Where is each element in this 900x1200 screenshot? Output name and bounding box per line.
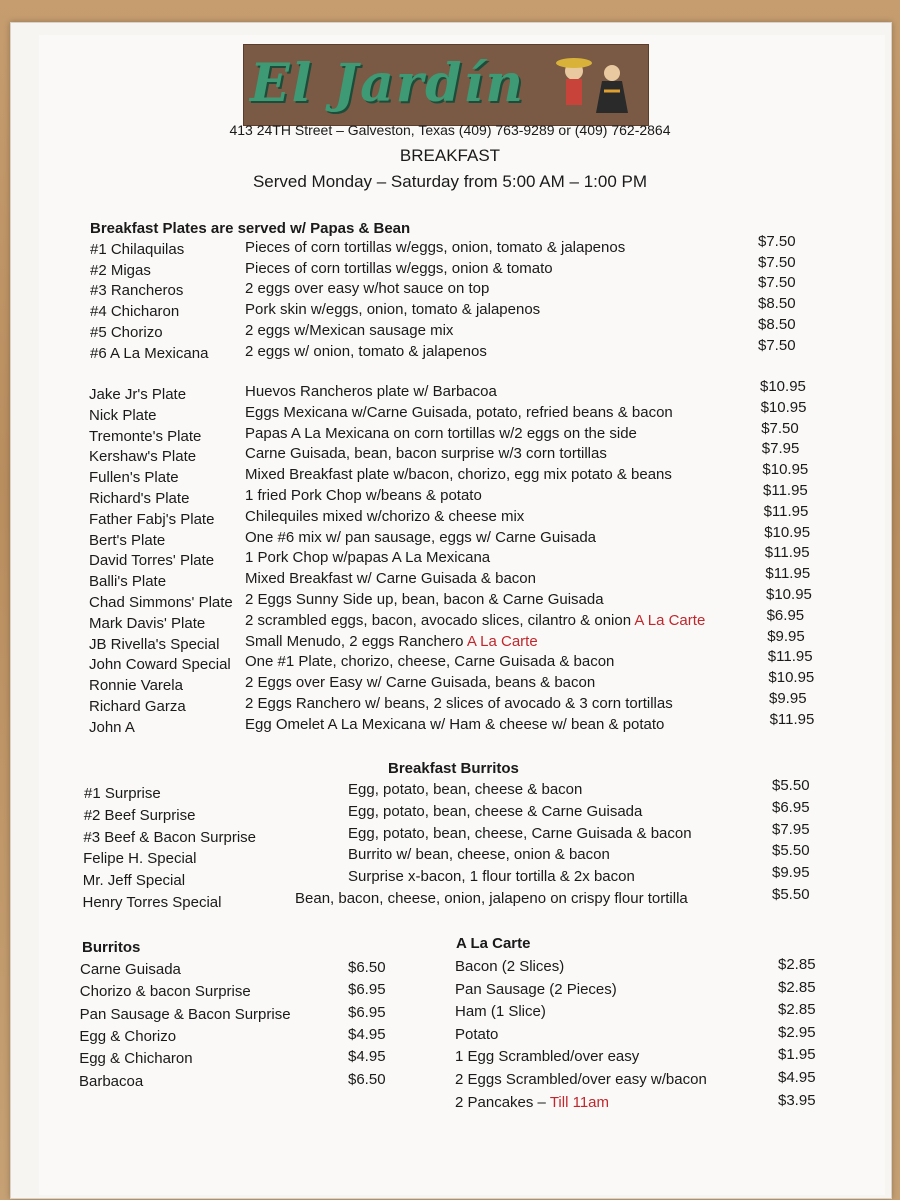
a-la-carte-item-line (455, 1026, 498, 1046)
special-name: Fullen's Plate (89, 469, 179, 487)
a-la-carte-item-name: 1 Egg Scrambled/over easy (455, 1048, 640, 1066)
burrito-price: $6.95 (348, 981, 386, 999)
burrito-name: Egg & Chorizo (79, 1027, 177, 1045)
address-line: 413 24TH Street – Galveston, Texas (409) 763-9289 or (409) 762-2864 (229, 122, 671, 138)
a-la-carte-item-line (455, 1048, 639, 1068)
burrito-special-name: Mr. Jeff Special (82, 872, 186, 890)
logo-text: El Jardín (250, 53, 526, 114)
special-description-line (245, 695, 673, 715)
special-description-line (245, 425, 637, 445)
special-price: $11.95 (763, 482, 808, 499)
special-price: $11.95 (763, 502, 809, 520)
plate-price: $7.50 (758, 336, 796, 354)
a-la-carte-item-line (455, 958, 564, 978)
special-name: Mark Davis' Plate (89, 614, 206, 632)
plate-description: 2 eggs w/Mexican sausage mix (245, 321, 454, 339)
plate-name: #4 Chicharon (90, 303, 180, 321)
special-description: Mixed Breakfast w/ Carne Guisada & bacon (245, 570, 536, 588)
plate-name: #2 Migas (90, 261, 151, 279)
special-price: $10.95 (764, 523, 811, 541)
burrito-special-description: Burrito w/ bean, cheese, onion & bacon (348, 846, 610, 864)
special-name: John Coward Special (89, 656, 231, 674)
burrito-special-description: Egg, potato, bean, cheese, Carne Guisada & bacon (348, 824, 692, 842)
special-name: John A (89, 718, 135, 736)
burrito-name: Barbacoa (79, 1072, 144, 1090)
special-description: Papas A La Mexicana on corn tortillas w/2 eggs on the side (245, 424, 637, 442)
burrito-special-price: $6.95 (772, 798, 810, 816)
special-name: Richard's Plate (89, 490, 190, 507)
plate-description: 2 eggs w/ onion, tomato & jalapenos (245, 342, 487, 360)
burrito-price: $6.95 (348, 1003, 386, 1021)
a-la-carte-item-price: $2.85 (778, 978, 816, 996)
special-description-line (245, 653, 614, 673)
special-name: Balli's Plate (89, 573, 167, 591)
burrito-special-description: Egg, potato, bean, cheese & bacon (348, 781, 583, 798)
special-description: Huevos Rancheros plate w/ Barbacoa (245, 383, 497, 400)
special-name: Tremonte's Plate (89, 427, 202, 445)
burrito-name: Chorizo & bacon Surprise (79, 983, 251, 1001)
burrito-special-price: $7.95 (772, 820, 810, 838)
a-la-carte-item-line (455, 981, 617, 1001)
special-description: Small Menudo, 2 eggs Ranchero (245, 632, 464, 650)
special-price: $10.95 (760, 398, 807, 416)
special-description-line (245, 674, 595, 694)
a-la-carte-item-price: $2.95 (778, 1023, 816, 1041)
burrito-special-price: $5.50 (772, 886, 810, 903)
special-name: Jake Jr's Plate (89, 386, 187, 403)
burrito-price: $4.95 (348, 1048, 386, 1066)
special-price: $7.50 (761, 419, 799, 437)
a-la-carte-item-name: Ham (1 Slice) (455, 1003, 546, 1021)
a-la-carte-item-price: $4.95 (778, 1069, 816, 1086)
special-name: JB Rivella's Special (89, 635, 220, 653)
special-description-line (245, 529, 596, 549)
plate-name: #3 Rancheros (90, 282, 184, 300)
a-la-carte-heading: A La Carte (456, 935, 531, 952)
special-price: $11.95 (764, 544, 810, 562)
special-price: $9.95 (767, 627, 805, 645)
till-time-note: Till 11am (549, 1093, 609, 1111)
burrito-price: $6.50 (348, 1070, 386, 1088)
plate-price: $8.50 (758, 315, 796, 333)
special-price: $10.95 (760, 378, 806, 395)
burrito-special-description: Bean, bacon, cheese, onion, jalapeno on crispy flour tortilla (295, 890, 688, 907)
logo-figures-icon (552, 51, 642, 117)
plate-description: Pork skin w/eggs, onion, tomato & jalapenos (245, 301, 541, 319)
restaurant-logo (243, 44, 649, 126)
burrito-name: Carne Guisada (80, 961, 181, 978)
a-la-carte-item-line (455, 1071, 707, 1091)
plate-description: 2 eggs over easy w/hot sauce on top (245, 280, 490, 298)
special-name: Father Fabj's Plate (89, 510, 215, 528)
a-la-carte-note: A La Carte (634, 611, 706, 629)
breakfast-burritos-heading: Breakfast Burritos (388, 760, 519, 777)
burrito-price: $4.95 (348, 1025, 386, 1043)
special-price: $10.95 (762, 461, 809, 479)
special-description-line (245, 404, 673, 424)
special-name: Bert's Plate (89, 531, 166, 549)
special-description: 2 Eggs over Easy w/ Carne Guisada, beans & bacon (245, 674, 596, 692)
special-description-line (245, 445, 607, 465)
burrito-special-name: Henry Torres Special (82, 894, 222, 911)
special-description: One #1 Plate, chorizo, cheese, Carne Guisada & bacon (245, 653, 615, 671)
plate-description: Pieces of corn tortillas w/eggs, onion & tomato (245, 259, 553, 277)
a-la-carte-item-name: Potato (455, 1025, 499, 1043)
a-la-carte-note: A La Carte (466, 632, 538, 650)
a-la-carte-item-price: $3.95 (778, 1091, 816, 1109)
burrito-special-name: #2 Beef Surprise (83, 806, 196, 824)
special-description-line (245, 612, 705, 632)
special-description: 2 scrambled eggs, bacon, avocado slices, cilantro & onion (245, 611, 632, 629)
plate-price: $7.50 (758, 274, 796, 292)
burrito-special-price: $5.50 (772, 777, 810, 794)
special-description: 2 Eggs Ranchero w/ beans, 2 slices of avocado & 3 corn tortillas (245, 695, 673, 712)
a-la-carte-item-price: $2.85 (778, 956, 816, 973)
special-description: One #6 mix w/ pan sausage, eggs w/ Carne Guisada (245, 528, 597, 546)
special-description-line (245, 716, 664, 736)
special-name: Richard Garza (89, 698, 186, 715)
burrito-name: Egg & Chicharon (79, 1050, 193, 1068)
page-title: BREAKFAST (399, 146, 501, 165)
plate-price: $8.50 (758, 295, 796, 313)
special-description-line (245, 549, 490, 569)
special-description-line (245, 487, 482, 507)
special-description-line (245, 570, 536, 590)
special-price: $10.95 (766, 586, 812, 603)
special-price: $7.95 (761, 440, 800, 458)
plate-name: #1 Chilaquilas (90, 241, 185, 258)
burrito-name: Pan Sausage & Bacon Surprise (79, 1005, 291, 1023)
special-description: 1 fried Pork Chop w/beans & potato (245, 487, 482, 504)
special-description-line (245, 383, 497, 403)
special-description: Eggs Mexicana w/Carne Guisada, potato, refried beans & bacon (245, 403, 673, 421)
plate-description: Pieces of corn tortillas w/eggs, onion, tomato & jalapenos (245, 239, 626, 256)
special-description-line (245, 466, 672, 486)
special-description-line (245, 508, 524, 528)
a-la-carte-item-line (455, 1094, 609, 1114)
burrito-price: $6.50 (348, 959, 386, 976)
a-la-carte-item-line (455, 1003, 546, 1023)
plate-price: $7.50 (758, 253, 796, 271)
special-name: Chad Simmons' Plate (89, 594, 233, 611)
burrito-special-name: #3 Beef & Bacon Surprise (83, 828, 256, 846)
special-description-line (245, 633, 538, 653)
a-la-carte-item-name: Pan Sausage (2 Pieces) (455, 980, 617, 998)
special-name: Ronnie Varela (89, 677, 183, 695)
burritos-heading: Burritos (82, 939, 141, 956)
special-description: Egg Omelet A La Mexicana w/ Ham & cheese w/ bean & potato (245, 715, 665, 733)
special-description: 1 Pork Chop w/papas A La Mexicana (245, 549, 491, 567)
special-price: $11.95 (769, 710, 815, 728)
plate-name: #5 Chorizo (90, 323, 163, 341)
a-la-carte-item-name: 2 Eggs Scrambled/over easy w/bacon (455, 1071, 707, 1088)
a-la-carte-item-name: Bacon (2 Slices) (455, 958, 565, 975)
special-name: Kershaw's Plate (89, 448, 197, 466)
special-description: 2 Eggs Sunny Side up, bean, bacon & Carne Guisada (245, 591, 604, 608)
burrito-special-description: Egg, potato, bean, cheese & Carne Guisada (348, 802, 643, 820)
burrito-special-price: $5.50 (772, 842, 810, 860)
burrito-special-price: $9.95 (772, 864, 810, 882)
special-description: Carne Guisada, bean, bacon surprise w/3 corn tortillas (245, 445, 607, 463)
special-description: Mixed Breakfast plate w/bacon, chorizo, egg mix potato & beans (245, 466, 672, 484)
special-name: David Torres' Plate (89, 552, 215, 570)
special-price: $11.95 (765, 565, 811, 583)
special-price: $9.95 (769, 690, 807, 707)
special-description: Chilequiles mixed w/chorizo & cheese mix (245, 507, 525, 525)
burrito-special-name: #1 Surprise (84, 785, 161, 802)
special-description-line (245, 591, 604, 611)
special-price: $10.95 (768, 669, 815, 687)
a-la-carte-item-price: $2.85 (778, 1001, 816, 1019)
a-la-carte-item-price: $1.95 (778, 1046, 816, 1064)
plate-price: $7.50 (758, 233, 796, 250)
special-price: $6.95 (766, 606, 805, 624)
plate-name: #6 A La Mexicana (90, 344, 209, 362)
burrito-special-description: Surprise x-bacon, 1 flour tortilla & 2x bacon (348, 868, 635, 886)
plates-heading: Breakfast Plates are served w/ Papas & Bean (90, 220, 411, 237)
special-price: $11.95 (767, 648, 813, 666)
served-hours: Served Monday – Saturday from 5:00 AM – 1:00 PM (252, 172, 648, 191)
burrito-special-name: Felipe H. Special (83, 850, 197, 868)
special-name: Nick Plate (89, 406, 157, 424)
a-la-carte-item-name: 2 Pancakes – (455, 1093, 546, 1111)
